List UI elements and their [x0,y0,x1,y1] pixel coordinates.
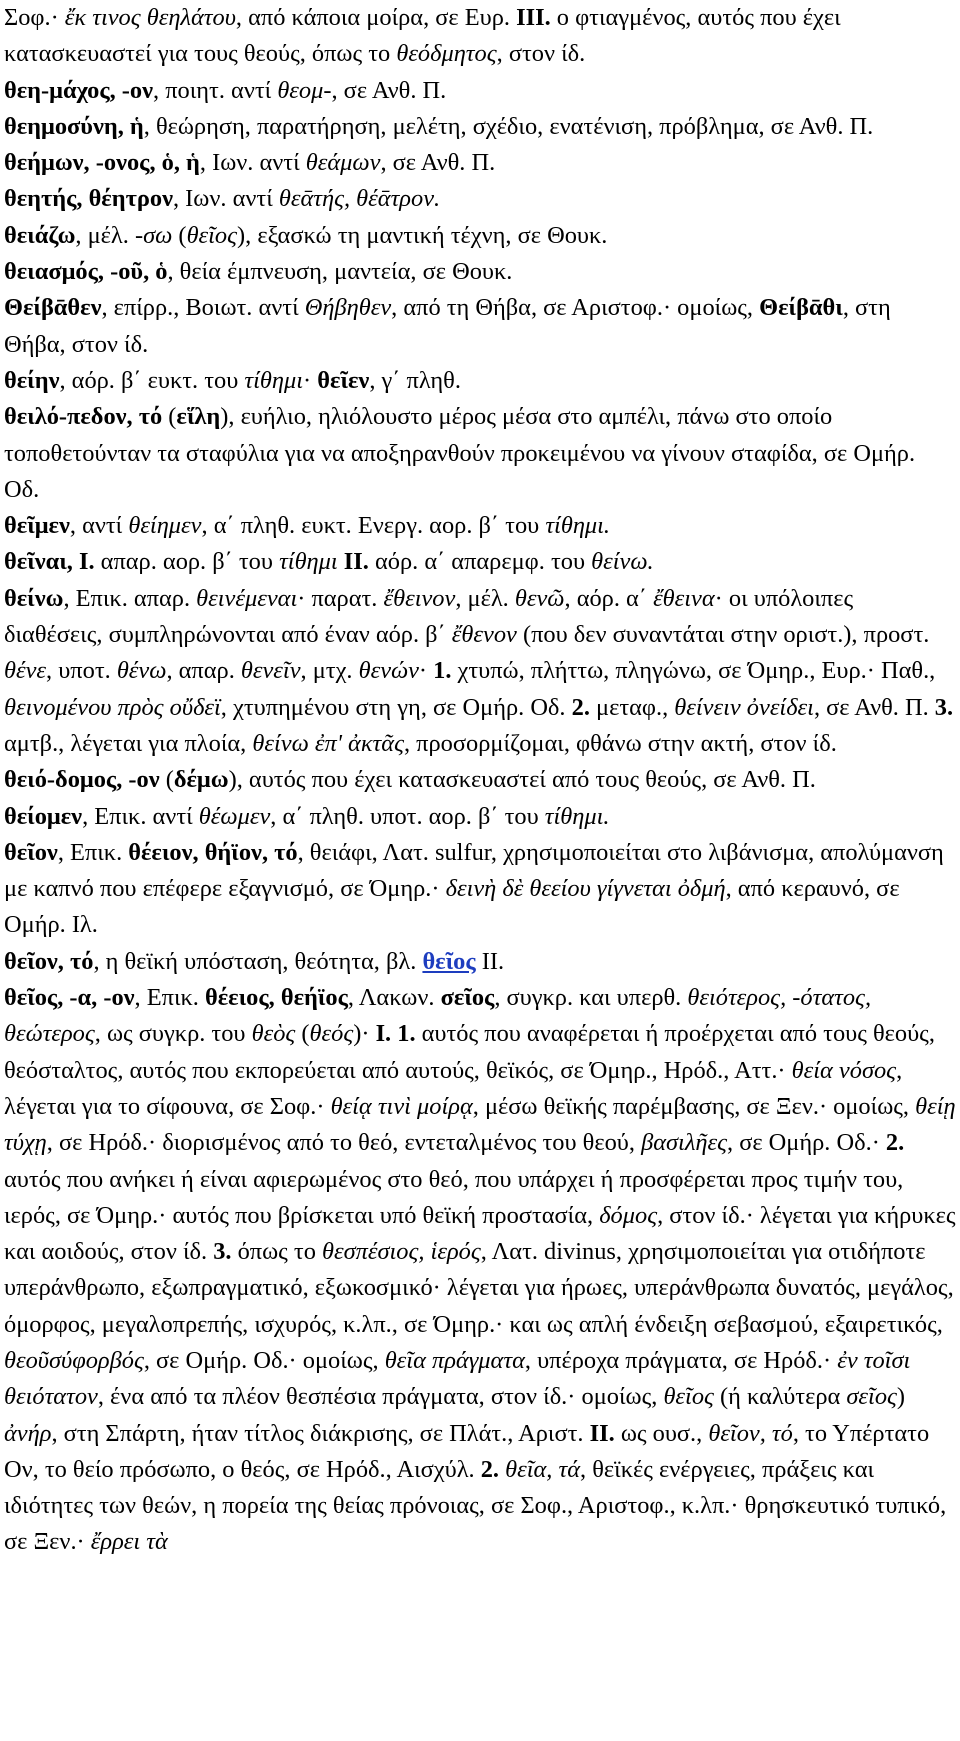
entry-text: μεταφ., [589,693,675,721]
entry-text: , Επικ. [57,838,129,866]
dictionary-entry [4,290,956,363]
bold-text: I. 1. [375,1020,416,1048]
entry-text: , γ΄ πληθ. [369,366,461,394]
entry-text: , μτχ. [300,657,359,685]
bold-text: 1. [433,657,452,685]
italic-text: τίθημι. [544,802,610,830]
bold-text: θείομεν [4,802,83,830]
italic-text: θείᾳ τινὶ μοίρᾳ [330,1092,473,1120]
italic-text: ἐν τοῖσι θειότατον [4,1346,911,1411]
entry-text: , στη Σπάρτη, ήταν τίτλος διάκρισης, σε Πλάτ., Αριστ. [51,1419,590,1447]
entry-text: αόρ. α΄ απαρεμφ. του [368,548,592,576]
entry-text: , χτυπημένου στη γη, σε Ομήρ. Οδ. [220,693,572,721]
italic-text: -σω [134,221,173,249]
italic-text: ἔθεινα [653,584,715,612]
entry-text: όπως το [231,1238,323,1266]
dictionary-entry [4,218,956,254]
italic-text: θείημεν [128,512,202,540]
italic-text: θεῖος [186,221,238,249]
entry-text: ), ευήλιο, ηλιόλουστο μέρος μέσα στο αμπέλι, πάνω στο οποίο τοποθετούνταν τα σταφύλια για να αποξηρανθούν προκειμένου να γίνουν σταφίδα, σε Ομήρ. Οδ. [4,403,916,503]
dictionary-entry [4,363,956,399]
entry-text: , μέσω θεϊκής παρέμβασης, σε Ξεν.· ομοίως, [472,1092,916,1120]
dictionary-entry [4,145,956,181]
entry-text: , η θεϊκή υπόσταση, θεότητα, βλ. [93,947,423,975]
bold-text: θεῖον [4,838,58,866]
italic-text: θεῖον, τό [708,1419,793,1447]
entry-text: ως ουσ., [614,1419,709,1447]
italic-text: ἔθενον [451,621,517,649]
bold-text: 3. [934,693,954,721]
entry-text: , από τη Θήβα, σε Αριστοφ.· ομοίως, [391,294,760,322]
dictionary-entry [4,399,956,508]
italic-text: θεός [309,1020,354,1048]
bold-text: II. [343,548,369,576]
dictionary-entry [4,508,956,544]
entry-text: ), εξασκώ τη μαντική τέχνη, σε Θουκ. [237,221,608,249]
italic-text: θενών [358,657,419,685]
entry-text: , λέγεται για το σίφουνα, σε Σοφ.· [4,1056,903,1120]
entry-text: · οι υπόλοιπες διαθέσεις, συμπληρώνονται από έναν αόρ. β΄ [4,584,854,649]
entry-text: , Επικ. απαρ. [63,584,197,612]
italic-text: θείνω ἐπ' ἀκτᾶς [252,729,404,757]
entry-text: , Ιων. αντί [199,149,306,177]
italic-text: θεᾱτής, θέᾱτρον. [278,185,441,213]
entry-text: χτυπώ, πλήττω, πληγώνω, σε Όμηρ., Ευρ.· Παθ., [451,657,936,685]
bold-text: θεῖος, -α, -ον [4,984,135,1012]
bold-text: θεῖναι, I. [4,548,95,576]
italic-text: θέωμεν [198,802,271,830]
entry-text: , Επικ. αντί [82,802,199,830]
dictionary-entry [4,181,956,217]
dictionary-entry [4,944,956,980]
italic-text: σεῖος [846,1383,897,1411]
entry-text: , σε Ανθ. Π. [813,693,935,721]
italic-text: θεῖα πράγματα [384,1346,525,1374]
bold-text: III. [516,4,551,31]
bold-text: 2. [571,693,590,721]
bold-text: 3. [213,1238,232,1266]
italic-text: θεοῦσύφορβός [4,1346,144,1374]
italic-text: ἔρρει τὰ [90,1528,168,1556]
italic-text: δεινὴ δὲ θεείου γίγνεται ὀδμή [445,875,726,903]
entry-text: · [418,657,434,685]
italic-text: θεσπέσιος, ἱερός [322,1238,481,1266]
italic-text: τίθημι. [545,512,611,540]
italic-text: θενῶ [514,584,565,612]
entry-text: αμτβ., λέγεται για πλοία, [4,729,253,757]
entry-text: , ως συγκρ. του [94,1020,252,1048]
entry-text: (που δεν συναντάται στην οριστ.), προστ. [516,621,930,649]
entry-text: , θεία έμπνευση, μαντεία, σε Θουκ. [167,258,513,286]
entry-text: , σε Ομήρ. Οδ.· [727,1129,886,1157]
dictionary-entry [4,835,956,944]
italic-text: θεία νόσος [791,1056,897,1084]
entry-text: , αντί [69,512,129,540]
italic-text: θεινομένου πρὸς οὔδεϊ [4,693,221,721]
entry-text: · παρατ. [297,584,384,612]
entry-text: , αόρ. α΄ [564,584,654,612]
dictionary-entry [4,762,956,798]
dictionary-entry [4,799,956,835]
entry-text: , στον ίδ.· λέγεται για κήρυκες και αοιδούς, στον ίδ. [4,1201,956,1266]
entry-text: ο φτιαγμένος, αυτός που έχει κατασκευαστεί για τους θεούς, όπως το [4,4,841,68]
entry-text: , α΄ πληθ. υποτ. αορ. β΄ του [270,802,545,830]
italic-text: θείνειν ὀνείδει [674,693,814,721]
entry-text: , σε Ανθ. Π. [380,149,496,177]
entry-text: , στον ίδ. [496,40,586,68]
entry-text: , προσορμίζομαι, φθάνω στην ακτή, στον ίδ. [403,729,837,757]
entry-text: , θεώρηση, παρατήρηση, μελέτη, σχέδιο, ενατένιση, πρόβλημα, σε Ανθ. Π. [143,112,874,140]
bold-text: εἵλη [176,403,221,431]
italic-text: θεάμων [305,149,381,177]
cross-reference-link[interactable]: θεῖος [422,947,476,975]
bold-text: θειασμός, -οῦ, ὁ [4,258,168,286]
entry-text: , από κάποια μοίρα, σε Ευρ. [235,4,517,31]
entry-text: , σε Ηρόδ.· διορισμένος από το θεό, εντεταλμένος του θεού, [46,1129,642,1157]
italic-text: θείῃ τύχῃ [4,1092,956,1157]
italic-text: θεῖα, τά [505,1455,581,1483]
entry-text: , α΄ πληθ. ευκτ. Ενεργ. αορ. β΄ του [201,512,546,540]
entry-text: Σοφ.· [4,4,65,31]
italic-text: θειότερος, -ότατος, θεώτερος [4,984,872,1048]
bold-text: θεήμων, -ονος, ὁ, ἡ [4,149,200,177]
dictionary-entry [4,254,956,290]
bold-text: δέμω [173,766,229,794]
entry-text: ( [172,221,187,249]
bold-text: θειό-δομος, -ον [4,766,160,794]
entry-text: , από κεραυνό, σε Ομήρ. Ιλ. [4,875,900,939]
entry-text: , Λατ. divinus, χρησιμοποιείται για οτιδήποτε υπεράνθρωπο, εξωπραγματικό, εξωκοσμικό· λέγεται για ήρωες, υπεράνθρωπα δυνατός, μεγάλος, όμορφος, μεγαλοπρεπής, ισχυρός, κ.λπ., σε Όμηρ.· και ως απλή ένδειξη σεβασμού, εξαιρετικός, [4,1238,954,1338]
entry-text: αυτός που ανήκει ή είναι αφιερωμένος στο θεό, που υπάρχει ή προσφέρεται προς τιμήν του, ιερός, σε Όμηρ.· αυτός που βρίσκεται υπό θεϊκή προστασία, [4,1165,904,1229]
entry-text: ), αυτός που έχει κατασκευαστεί από τους θεούς, σε Ανθ. Π. [228,766,816,794]
bold-text: II. [589,1419,615,1447]
entry-text: , σε Ανθ. Π. [331,76,447,104]
italic-text: θεῖος [663,1383,714,1411]
italic-text: θεινέμεναι [196,584,298,612]
italic-text: θεομ- [277,76,332,104]
entry-text: , υπέροχα πράγματα, σε Ηρόδ.· [524,1346,838,1374]
entry-text: , Ιων. αντί [172,185,279,213]
bold-text: θείνω [4,584,64,612]
bold-text: θειάζω [4,221,76,249]
entry-text: , υποτ. [46,657,117,685]
bold-text: θεημοσύνη, ἡ [4,112,144,140]
entry-text: , ένα από τα πλέον θεσπέσια πράγματα, στον ίδ.· ομοίως, [97,1383,664,1411]
entry-text: , αόρ. β΄ ευκτ. του [59,366,245,394]
entry-text: ( [159,766,174,794]
bold-text: θεῖμεν [4,512,70,540]
bold-text: θεῖεν [317,366,370,394]
bold-text: θείην [4,366,60,394]
entry-text: )· [353,1020,376,1048]
dictionary-entry [4,73,956,109]
dictionary-entry [4,980,956,1561]
italic-text: ἔκ τινος θεηλάτου [64,4,236,31]
bold-text: Θείβᾱθι [759,294,843,322]
bold-text: θεη-μάχος, -ον [4,76,154,104]
entry-text: , συγκρ. και υπερθ. [494,984,688,1012]
entry-text: αυτός που αναφέρεται ή προέρχεται από τους θεούς, θεόσταλτος, αυτός που εκπορεύεται από αυτούς, θεϊκός, σε Όμηρ., Ηρόδ., Αττ.· [4,1020,935,1084]
entry-text: , στη Θήβα, στον ίδ. [4,294,891,358]
entry-text: ( [162,403,177,431]
bold-text: σεῖος [440,984,495,1012]
entry-text: ) [896,1383,906,1411]
entry-text: , μέλ. [455,584,515,612]
italic-text: βασιλῆες [641,1129,727,1157]
italic-text: ἔθεινον [383,584,456,612]
bold-text: 2. [480,1455,500,1483]
entry-text: απαρ. αορ. β΄ του [94,548,280,576]
dictionary-entry [4,109,956,145]
bold-text: θέειον, θήϊον, τό [128,838,298,866]
bold-text: θέειος, θεήϊος [205,984,348,1012]
italic-text: θεόδμητος [396,40,497,68]
italic-text: δόμος [599,1201,658,1229]
bold-text: θειλό-πεδον, τό [4,403,163,431]
italic-text: θενεῖν [240,657,301,685]
entry-text: , σε Ομήρ. Οδ.· ομοίως, [143,1346,385,1374]
italic-text: θένω [116,657,167,685]
dictionary-entry [4,581,956,762]
dictionary-entry [4,0,956,73]
entry-text: , θεϊκές ενέργειες, πράξεις και ιδιότητες των θεών, η πορεία της θείας πρόνοιας, σε Σοφ., Αριστοφ., κ.λπ.· θρησκευτικό τυπικό, σε Ξεν.· [4,1455,947,1556]
entry-text: II. [475,947,505,975]
italic-text: θεὸς [251,1020,296,1048]
entry-text: , απαρ. [166,657,241,685]
entry-text: ( [295,1020,310,1048]
italic-text: θένε [4,657,47,685]
italic-text: τίθημι [244,366,304,394]
entry-text: , Λακων. [347,984,441,1012]
entry-text: , μέλ. [75,221,135,249]
entry-text: (ή καλύτερα [713,1383,847,1411]
entry-text: , Επικ. [134,984,206,1012]
bold-text: 2. [885,1129,905,1157]
italic-text: τίθημι [279,548,338,576]
entry-text: · [303,366,318,394]
italic-text: Θήβηθεν [304,294,392,322]
bold-text: θεητής, θέητρον [4,185,173,213]
entry-text: , ποιητ. αντί [153,76,278,104]
italic-text: ἀνήρ [4,1419,52,1447]
entry-text: , θειάφι, Λατ. sulfur, χρησιμοποιείται στο λιβάνισμα, απολύμανση με καπνό που επέφερε εξαγνισμό, σε Όμηρ.· [4,838,944,903]
entry-text: , επίρρ., Βοιωτ. αντί [101,294,305,322]
bold-text: Θείβᾱθεν [4,294,102,322]
dictionary-entry [4,544,956,580]
bold-text: θεῖον, τό [4,947,94,975]
entry-text: , το Υπέρτατο Ον, το θείο πρόσωπο, ο θεός, σε Ηρόδ., Αισχύλ. [4,1419,930,1483]
italic-text: θείνω. [591,548,654,576]
